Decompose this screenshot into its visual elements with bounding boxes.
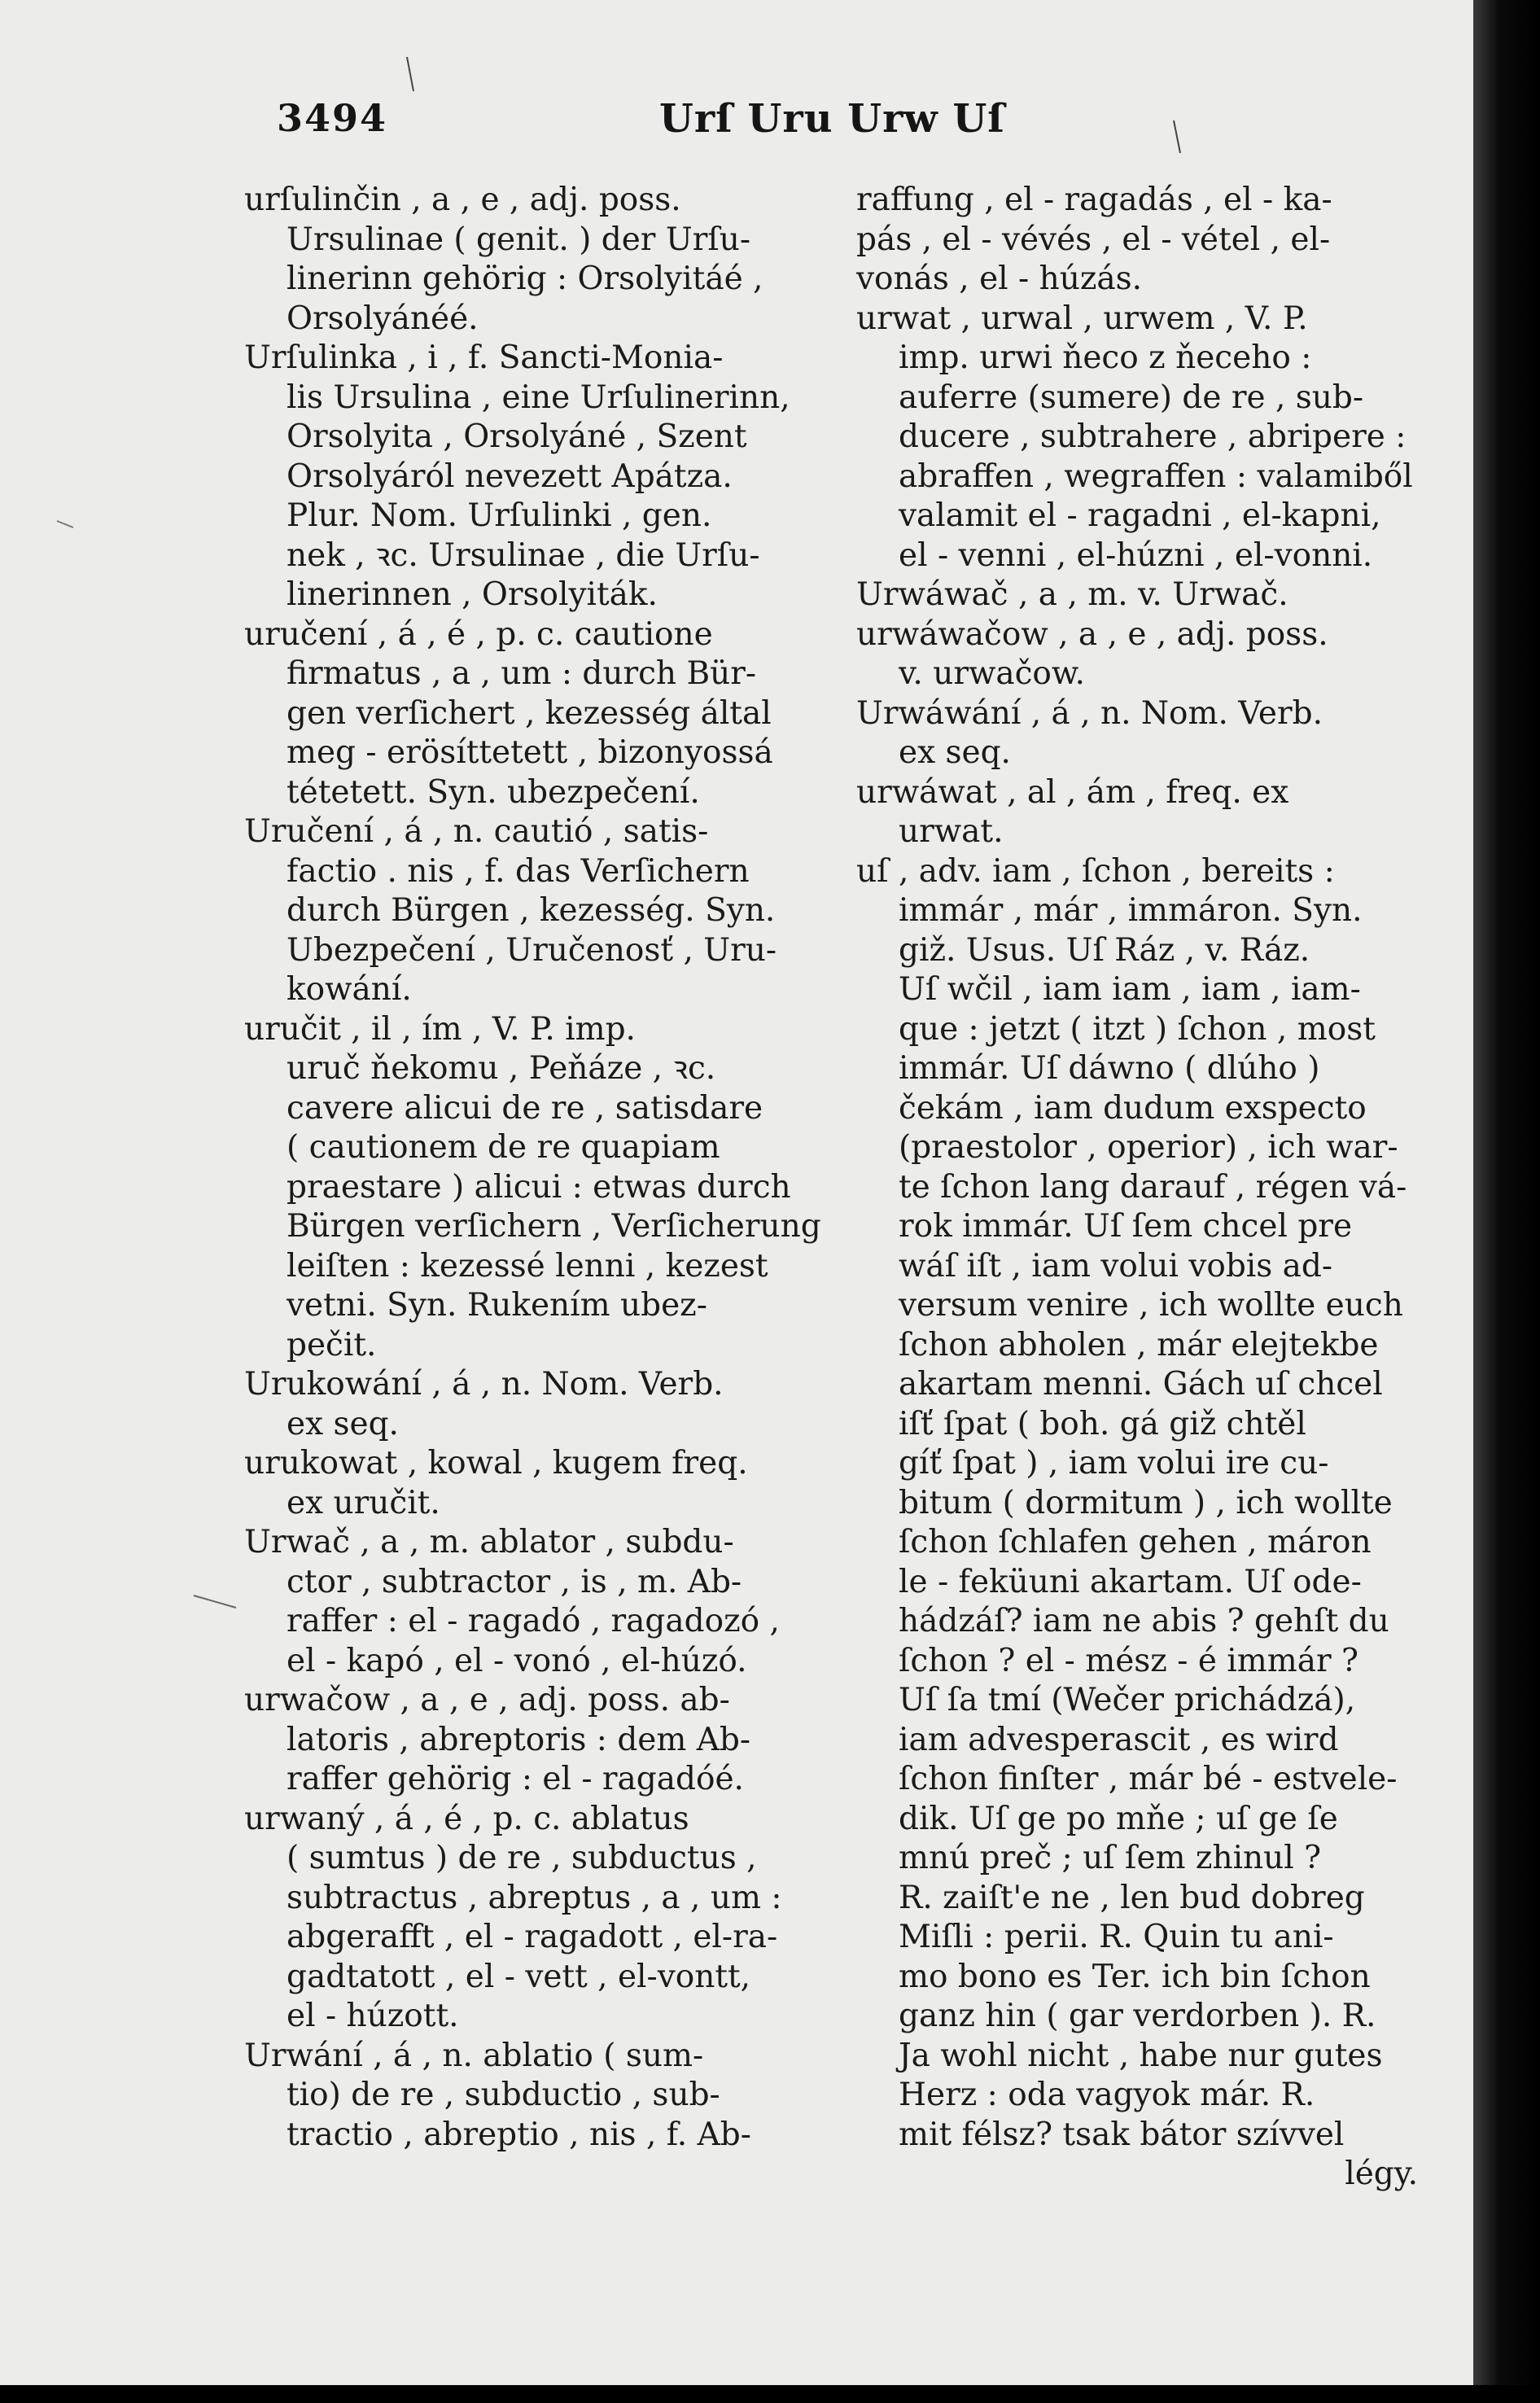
text-line: R. zaiſt'e ne , len bud dobreg: [899, 1879, 1365, 1916]
text-line: nek , ꝛc. Ursulinae , die Urſu-: [287, 536, 760, 574]
text-line: tio) de re , subductio , sub-: [287, 2077, 720, 2113]
text-line: que : jetzt ( itzt ) ſchon , most: [899, 1010, 1376, 1048]
text-line: (praestolor , operior) , ich war-: [899, 1129, 1398, 1166]
page-edge-shadow: [1473, 0, 1540, 2403]
text-line: Ubezpečení , Uručenosť , Uru-: [287, 931, 777, 969]
text-line: abraffen , wegraffen : valamiből: [899, 457, 1413, 495]
text-line: gíť ſpat ) , iam volui ire cu-: [899, 1445, 1329, 1482]
text-line: vetni. Syn. Rukením ubez-: [287, 1287, 707, 1324]
text-line: ( cautionem de re quapiam: [287, 1129, 720, 1166]
text-line: praestare ) alicui : etwas durch: [287, 1168, 791, 1206]
text-line: factio . nis , f. das Verſichern: [287, 852, 750, 890]
text-line: abgerafft , el - ragadott , el-ra-: [287, 1919, 778, 1955]
text-line: ex seq.: [899, 734, 1011, 771]
text-line: le - feküuni akartam. Uſ ode-: [899, 1563, 1362, 1600]
text-line: Orsolyita , Orsolyáné , Szent: [287, 418, 747, 455]
text-line: uſ , adv. iam , ſchon , bereits :: [856, 852, 1335, 890]
text-line: raffer gehörig : el - ragadóé.: [287, 1761, 744, 1797]
text-line: Miſli : perii. R. Quin tu ani-: [899, 1919, 1334, 1955]
text-line: Uručení , á , n. cautió , satis-: [244, 813, 709, 850]
text-line: te ſchon lang darauf , régen vá-: [899, 1168, 1407, 1206]
text-line: pečit.: [287, 1326, 377, 1363]
text-line: mnú preč ; uſ ſem zhinul ?: [899, 1840, 1322, 1876]
text-line: leiſten : kezessé lenni , kezest: [287, 1247, 768, 1285]
text-line: Orsolyáról nevezett Apátza.: [287, 457, 733, 495]
text-line: Urſulinka , i , f. Sancti-Monia-: [244, 339, 724, 376]
text-line: urwat , urwal , urwem , V. P.: [856, 300, 1308, 337]
text-line: immár. Uſ dáwno ( dlúho ): [899, 1050, 1320, 1087]
text-line: urwáwačow , a , e , adj. poss.: [856, 615, 1328, 653]
text-line: wáſ iſt , iam volui vobis ad-: [899, 1247, 1333, 1285]
text-line: ſchon finſter , már bé - estvele-: [899, 1761, 1398, 1797]
text-line: urwačow , a , e , adj. poss. ab-: [244, 1682, 730, 1718]
text-line: bitum ( dormitum ) , ich wollte: [899, 1484, 1393, 1521]
text-line: auferre (sumere) de re , sub-: [899, 379, 1364, 416]
text-line: lis Ursulina , eine Urſulinerinn,: [287, 379, 790, 416]
text-line: raffung , el - ragadás , el - ka-: [856, 182, 1332, 218]
text-line: linerinnen , Orsolyiták.: [287, 576, 658, 613]
text-line: Urwáwání , á , n. Nom. Verb.: [856, 694, 1323, 732]
text-line: Uſ wčil , iam iam , iam , iam-: [899, 971, 1361, 1008]
page-bottom-shadow: [0, 2385, 1540, 2403]
text-line: imp. urwi ňeco z ňeceho :: [899, 339, 1312, 376]
text-line: uruč ňekomu , Peňáze , ꝛc.: [287, 1050, 716, 1087]
left-column: [244, 181, 847, 2155]
text-line: Ursulinae ( genit. ) der Urſu-: [287, 221, 751, 258]
text-line: Plur. Nom. Urſulinki , gen.: [287, 497, 712, 534]
text-line: meg - erösíttetett , bizonyossá: [287, 734, 773, 771]
text-line: subtractus , abreptus , a , um :: [287, 1879, 782, 1916]
text-line: versum venire , ich wollte euch: [899, 1287, 1403, 1324]
text-line: urukowat , kowal , kugem freq.: [244, 1445, 748, 1482]
text-line: uručení , á , é , p. c. cautione: [244, 615, 713, 653]
text-line: el - húzott.: [287, 1998, 459, 2034]
text-line: firmatus , a , um : durch Bür-: [287, 655, 757, 692]
text-line: iſť ſpat ( boh. gá giž chtěl: [899, 1405, 1306, 1442]
text-line: Bürgen verſichern , Verſicherung: [287, 1208, 821, 1245]
text-line: urwaný , á , é , p. c. ablatus: [244, 1800, 689, 1837]
text-line: ganz hin ( gar verdorben ). R.: [899, 1998, 1376, 2034]
text-line: cavere alicui de re , satisdare: [287, 1089, 763, 1127]
text-line: tractio , abreptio , nis , f. Ab-: [287, 2116, 751, 2153]
text-line: légy.: [1345, 2156, 1418, 2192]
text-line: akartam menni. Gách uſ chcel: [899, 1366, 1383, 1403]
text-line: tétetett. Syn. ubezpečení.: [287, 773, 700, 811]
text-line: Orsolyánéé.: [287, 300, 479, 337]
text-line: ctor , subtractor , is , m. Ab-: [287, 1563, 742, 1600]
text-line: ducere , subtrahere , abripere :: [899, 418, 1407, 455]
text-line: Urwáwač , a , m. v. Urwač.: [856, 576, 1288, 613]
text-line: v. urwačow.: [899, 655, 1086, 692]
text-line: ſchon ſchlafen gehen , máron: [899, 1524, 1372, 1560]
text-line: Urwač , a , m. ablator , subdu-: [244, 1524, 734, 1560]
text-line: ex seq.: [287, 1405, 399, 1442]
text-line: valamit el - ragadni , el-kapni,: [899, 497, 1381, 534]
text-line: mit félsz? tsak bátor szívvel: [899, 2116, 1345, 2153]
text-line: giž. Usus. Uſ Ráz , v. Ráz.: [899, 931, 1310, 969]
text-line: durch Bürgen , kezesség. Syn.: [287, 892, 776, 929]
text-line: raffer : el - ragadó , ragadozó ,: [287, 1603, 780, 1639]
text-line: urſulinčin , a , e , adj. poss.: [244, 182, 681, 218]
page-header: [277, 96, 1433, 153]
text-line: gen verſichert , kezesség által: [287, 694, 772, 732]
text-line: ſchon abholen , már elejtekbe: [899, 1326, 1379, 1363]
text-line: uručit , il , ím , V. P. imp.: [244, 1010, 636, 1048]
text-line: Ja wohl nicht , habe nur gutes: [899, 2037, 1383, 2074]
text-line: rok immár. Uſ ſem chcel pre: [899, 1208, 1353, 1245]
page-number: 3494: [277, 96, 388, 140]
text-line: Urwání , á , n. ablatio ( sum-: [244, 2037, 704, 2074]
text-line: ex uručit.: [287, 1484, 440, 1521]
text-line: dik. Uſ ge po mňe ; uſ ge ſe: [899, 1800, 1338, 1837]
text-line: vonás , el - húzás.: [856, 260, 1143, 297]
text-line: ( sumtus ) de re , subductus ,: [287, 1840, 757, 1876]
text-line: mo bono es Ter. ich bin ſchon: [899, 1958, 1371, 1995]
text-line: ſchon ? el - mész - é immár ?: [899, 1642, 1358, 1679]
text-line: iam advesperascit , es wird: [899, 1721, 1339, 1758]
text-line: čekám , iam dudum exspecto: [899, 1089, 1367, 1127]
running-head: Urſ Uru Urw Uſ: [659, 96, 1005, 142]
text-line: pás , el - vévés , el - vétel , el-: [856, 221, 1331, 258]
text-line: urwat.: [899, 813, 1004, 850]
text-line: linerinn gehörig : Orsolyitáé ,: [287, 260, 763, 297]
text-line: gadtatott , el - vett , el-vontt,: [287, 1958, 751, 1995]
text-line: immár , már , immáron. Syn.: [899, 892, 1363, 929]
text-line: Urukowání , á , n. Nom. Verb.: [244, 1366, 724, 1403]
text-line: kowání.: [287, 971, 412, 1008]
text-line: el - kapó , el - vonó , el-húzó.: [287, 1642, 747, 1679]
text-line: latoris , abreptoris : dem Ab-: [287, 1721, 751, 1758]
text-line: urwáwat , al , ám , freq. ex: [856, 773, 1289, 811]
right-column: [856, 181, 1434, 2195]
text-line: el - venni , el-húzni , el-vonni.: [899, 536, 1373, 574]
text-line: Uſ ſa tmí (Wečer prichádzá),: [899, 1682, 1356, 1718]
text-line: Herz : oda vagyok már. R.: [899, 2077, 1315, 2113]
text-line: hádzáſ? iam ne abis ? gehſt du: [899, 1603, 1389, 1639]
